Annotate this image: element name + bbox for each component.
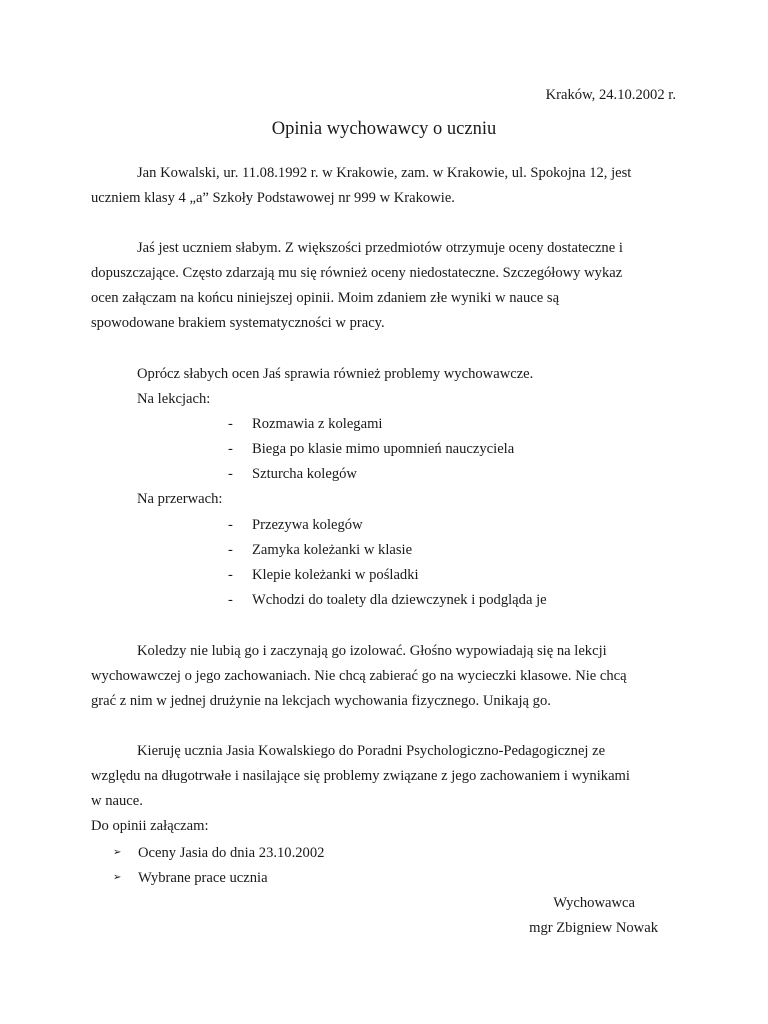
attachment-item: Oceny Jasia do dnia 23.10.2002 (138, 845, 325, 861)
list-item: Biega po klasie mimo upomnień nauczyciela (252, 441, 515, 457)
list-item: Wchodzi do toalety dla dziewczynek i podgląda je (252, 592, 547, 608)
paragraph-2-line-4: spowodowane brakiem systematyczności w pracy. (91, 315, 385, 331)
list-dash: - (228, 466, 233, 482)
paragraph-4-line-3: grać z nim w jednej drużynie na lekcjach wychowania fizycznego. Unikają go. (91, 693, 551, 709)
list-dash: - (228, 542, 233, 558)
list-dash: - (228, 441, 233, 457)
paragraph-1-line-2: uczniem klasy 4 „a” Szkoły Podstawowej nr 999 w Krakowie. (91, 190, 455, 206)
arrow-bullet-icon: ➢ (113, 872, 122, 883)
signature-name: mgr Zbigniew Nowak (529, 920, 658, 936)
paragraph-3-intro: Oprócz słabych ocen Jaś sprawia również problemy wychowawcze. (137, 366, 534, 382)
paragraph-1-line-1: Jan Kowalski, ur. 11.08.1992 r. w Krakowie, zam. w Krakowie, ul. Spokojna 12, jest (137, 165, 632, 181)
list-dash: - (228, 416, 233, 432)
list-item: Rozmawia z kolegami (252, 416, 383, 432)
list-dash: - (228, 592, 233, 608)
paragraph-4-line-1: Koledzy nie lubią go i zaczynają go izolować. Głośno wypowiadają się na lekcji (137, 643, 607, 659)
signature-role: Wychowawca (553, 895, 635, 911)
paragraph-5-line-2: względu na długotrwałe i nasilające się problemy związane z jego zachowaniem i wynikami (91, 768, 630, 784)
list-item: Zamyka koleżanki w klasie (252, 542, 413, 558)
document-title: Opinia wychowawcy o uczniu (271, 119, 497, 139)
paragraph-5-line-3: w nauce. (91, 793, 143, 809)
breaks-label: Na przerwach: (137, 491, 223, 507)
list-item: Przezywa kolegów (252, 517, 363, 533)
lessons-label: Na lekcjach: (137, 391, 211, 407)
paragraph-2-line-2: dopuszczające. Często zdarzają mu się również oceny niedostateczne. Szczegółowy wykaz (91, 265, 623, 281)
list-dash: - (228, 517, 233, 533)
list-item: Szturcha kolegów (252, 466, 357, 482)
attachment-item: Wybrane prace ucznia (138, 870, 268, 886)
list-dash: - (228, 567, 233, 583)
place-date: Kraków, 24.10.2002 r. (545, 87, 676, 103)
arrow-bullet-icon: ➢ (113, 847, 122, 858)
paragraph-2-line-3: ocen załączam na końcu niniejszej opinii. Moim zdaniem złe wyniki w nauce są (91, 290, 560, 306)
paragraph-5-line-1: Kieruję ucznia Jasia Kowalskiego do Poradni Psychologiczno-Pedagogicznej ze (137, 743, 606, 759)
paragraph-2-line-1: Jaś jest uczniem słabym. Z większości przedmiotów otrzymuje oceny dostateczne i (137, 240, 623, 256)
paragraph-4-line-2: wychowawczej o jego zachowaniach. Nie chcą zabierać go na wycieczki klasowe. Nie chcą (91, 668, 627, 684)
list-item: Klepie koleżanki w pośladki (252, 567, 419, 583)
attachments-label: Do opinii załączam: (91, 818, 209, 834)
